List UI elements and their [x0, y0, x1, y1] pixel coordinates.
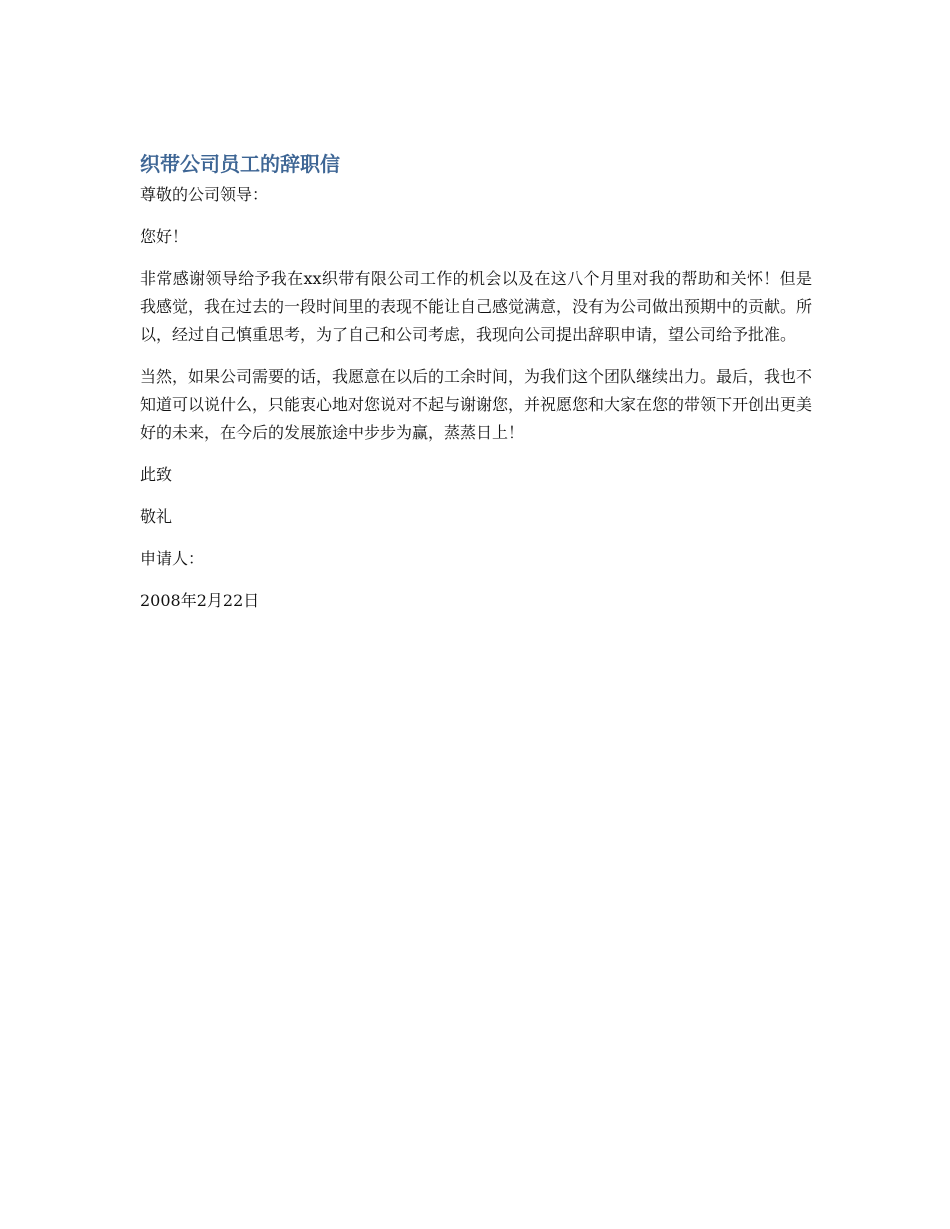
body-paragraph-1: 非常感谢领导给予我在xx织带有限公司工作的机会以及在这八个月里对我的帮助和关怀！但是我感觉，我在过去的一段时间里的表现不能让自己感觉满意，没有为公司做出预期中的贡献。所以，经过自己慎重思考，为了自己和公司考虑，我现向公司提出辞职申请，望公司给予批准。: [140, 269, 813, 344]
closing-line-1: 此致: [140, 465, 173, 484]
date-line: 2008年2月22日: [140, 591, 260, 610]
document-title: 织带公司员工的辞职信: [140, 152, 340, 176]
letter-page: [140, 148, 812, 629]
body-paragraph-2: 当然，如果公司需要的话，我愿意在以后的工余时间，为我们这个团队继续出力。最后，我也不知道可以说什么，只能衷心地对您说对不起与谢谢您，并祝愿您和大家在您的带领下开创出更美好的未来，在今后的发展旅途中步步为赢，蒸蒸日上！: [140, 367, 813, 442]
greeting: 您好！: [140, 227, 189, 246]
applicant-line: 申请人：: [140, 549, 205, 568]
salutation: 尊敬的公司领导：: [140, 185, 269, 204]
closing-line-2: 敬礼: [140, 507, 173, 526]
